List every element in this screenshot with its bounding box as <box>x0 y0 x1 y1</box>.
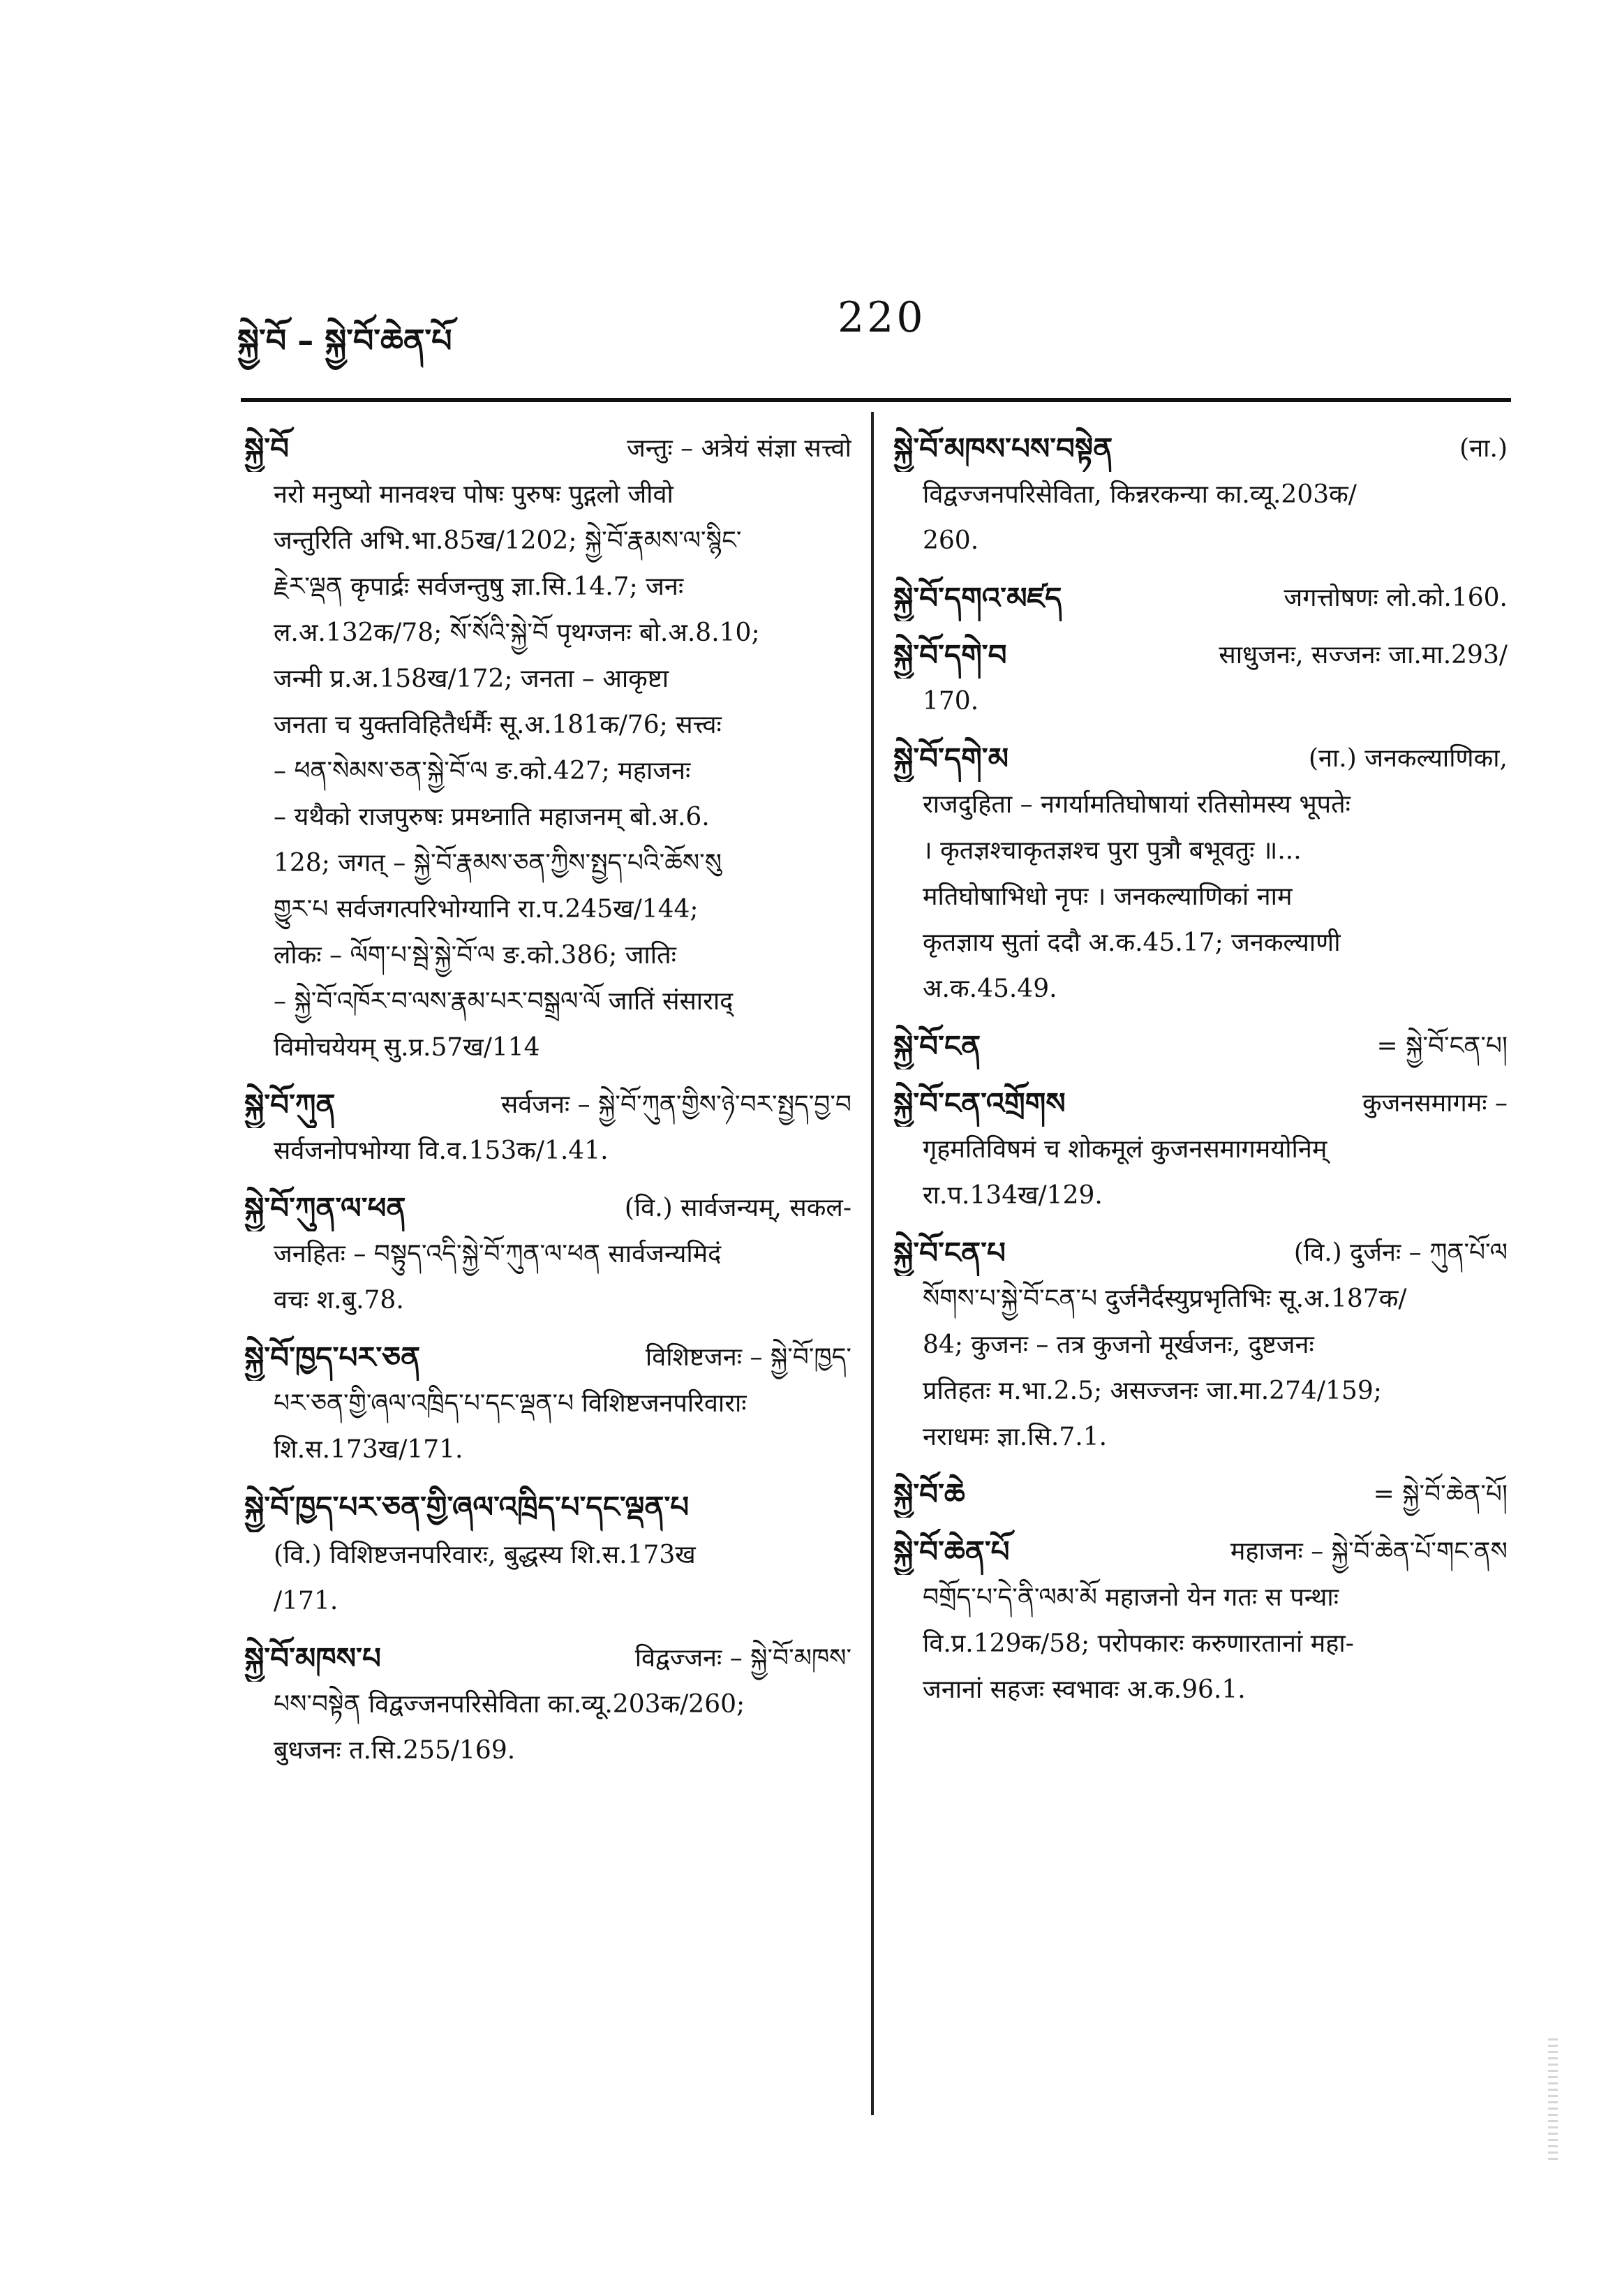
entry-text: /171. <box>274 1587 338 1615</box>
entry-text: सर्वजनः – སྐྱེ་བོ་ཀུན་གྱིས་ཉེ་བར་སྤྱད་བྱ་བ <box>500 1090 851 1119</box>
entry-text: महाजनः – སྐྱེ་བོ་ཆེན་པོ་གང་ནས <box>1230 1537 1508 1566</box>
entry-text: (वि.) विशिष्टजनपरिवारः, बुद्धस्य शि.स.173ख <box>274 1541 696 1569</box>
entry-line <box>244 748 851 794</box>
entry-text: विमोचयेयम् सु.प्र.57ख/114 <box>274 1033 540 1062</box>
entry-head-line <box>893 426 1508 472</box>
dictionary-entry <box>244 1484 851 1624</box>
entry-text: 84; कुजनः – तत्र कुजनो मूर्खजनः, दुष्टजनः <box>923 1331 1314 1359</box>
running-head <box>237 293 1494 370</box>
entry-text: – སྐྱེ་བོ་འཁོར་བ་ལས་རྣམ་པར་བསྒྲལ་ལོ जातिं संसाराद् <box>274 987 734 1016</box>
entry-line <box>893 920 1508 966</box>
entry-head-line <box>893 1529 1508 1575</box>
entry-line <box>244 840 851 887</box>
entry-head-line <box>244 1636 851 1682</box>
headword: སྐྱེ་བོ་ཆེ <box>893 1477 965 1511</box>
entry-text: = སྐྱེ་བོ་ངན་པ། <box>1376 1032 1508 1060</box>
entry-line <box>244 564 851 610</box>
headword: སྐྱེ་བོ་ངན <box>893 1029 981 1063</box>
entry-text: བགྲོད་པ་དེ་ནི་ལམ་མོ महाजनो येन गतः स पन्थाः <box>923 1583 1339 1612</box>
scan-edge-speckle <box>1548 2038 1558 2164</box>
entry-head-line <box>244 426 851 472</box>
entry-line <box>244 1728 851 1774</box>
entry-head-line <box>893 1081 1508 1127</box>
entry-text: པས་བསྟེན विद्वज्जनपरिसेविता का.व्यू.203क/260; <box>274 1690 745 1719</box>
entry-text: 260. <box>923 526 979 555</box>
entry-line <box>893 782 1508 828</box>
left-column <box>244 426 851 1785</box>
entry-text: विद्वज्जनः – སྐྱེ་བོ་མཁས་ <box>634 1644 851 1673</box>
entry-line <box>244 1578 851 1624</box>
entry-text: लोकः – ལོག་པ་སྦེ་སྐྱེ་བོ་ལ ङ.को.386; जातिः <box>274 941 676 970</box>
entry-line <box>893 518 1508 564</box>
entry-line <box>244 656 851 702</box>
entry-line <box>244 1427 851 1473</box>
entry-line <box>893 472 1508 518</box>
entry-line <box>893 1368 1508 1414</box>
headword: སྐྱེ་བོ་ཀུན་ལ་ཕན <box>244 1191 406 1225</box>
entry-line <box>244 1277 851 1324</box>
entry-head-line <box>893 1023 1508 1069</box>
top-rule <box>241 398 1511 402</box>
headword: སྐྱེ་བོ་མཁས་པས་བསྟེན <box>893 431 1113 466</box>
dictionary-entry <box>893 575 1508 621</box>
entry-text: विशिष्टजनः – སྐྱེ་བོ་ཁྱད་ <box>645 1343 851 1372</box>
dictionary-entry <box>244 426 851 1071</box>
entry-text: जनहितः – བསྟུད་འདི་སྐྱེ་བོ་ཀུན་ལ་ཕན सार्वजन्यमिदं <box>274 1240 722 1268</box>
entry-text: (वि.) सार्वजन्यम्, सकल- <box>624 1194 851 1222</box>
entry-text: (ना.) <box>1459 434 1508 463</box>
entry-head-line <box>244 1484 851 1532</box>
headword: སྐྱེ་བོ་ཁྱད་པར་ཅན <box>244 1340 421 1375</box>
entry-line <box>244 979 851 1025</box>
entry-line <box>244 887 851 933</box>
dictionary-entry <box>893 1529 1508 1713</box>
headword: སྐྱེ་བོ <box>244 431 290 466</box>
entry-text: प्रतिहतः म.भा.2.5; असज्जनः जा.मा.274/159; <box>923 1377 1382 1405</box>
entry-text: मतिघोषाभिधो नृपः । जनकल्याणिकां नाम <box>923 882 1293 911</box>
entry-text: सर्वजनोपभोग्या वि.व.153क/1.41. <box>274 1136 609 1165</box>
entry-head-line <box>893 1230 1508 1276</box>
entry-text: विद्वज्जनपरिसेविता, किन्नरकन्या का.व्यू.203क/ <box>923 480 1357 509</box>
entry-line <box>893 1667 1508 1713</box>
headword: སྐྱེ་བོ་དགེ་བ <box>893 638 1007 672</box>
entry-text: གྱུར་པ सर्वजगत्परिभोग्यानि रा.प.245ख/144; <box>274 895 699 924</box>
entry-line <box>244 1532 851 1578</box>
entry-line <box>893 1127 1508 1173</box>
entry-text: गृहमतिविषमं च शोकमूलं कुजनसमागमयोनिम् <box>923 1135 1327 1164</box>
entry-text: རྗེར་ལྡན कृपार्द्रः सर्वजन्तुषु ज्ञा.सि.14.7; जनः <box>274 572 684 601</box>
headword: སྐྱེ་བོ་ཆེན་པོ <box>893 1534 1010 1569</box>
entry-line <box>893 966 1508 1012</box>
entry-text: साधुजनः, सज्जनः जा.मा.293/ <box>1219 641 1508 669</box>
entry-text: जन्मी प्र.अ.158ख/172; जनता – आकृष्टा <box>274 665 669 693</box>
running-head-left: སྐྱེ་བོ – སྐྱེ་བོ་ཆེན་པོ <box>237 322 452 360</box>
entry-line <box>893 874 1508 920</box>
headword: སྐྱེ་བོ་དགའ་མཛད <box>893 581 1062 615</box>
entry-line <box>244 1682 851 1728</box>
dictionary-entry <box>244 1335 851 1473</box>
entry-head-line <box>244 1185 851 1231</box>
entry-head-line <box>244 1335 851 1381</box>
entry-line <box>244 610 851 656</box>
entry-line <box>244 1381 851 1427</box>
entry-line <box>244 518 851 564</box>
entry-head-line <box>893 632 1508 679</box>
entry-text: वचः श.बु.78. <box>274 1286 404 1314</box>
entry-text: कुजनसमागमः – <box>1362 1089 1508 1118</box>
entry-text: (ना.) जनकल्याणिका, <box>1308 744 1508 773</box>
entry-text: जन्तुरिति अभि.भा.85ख/1202; སྐྱེ་བོ་རྣམས་ལ་སྙིང་ <box>274 526 742 555</box>
dictionary-entry <box>893 1081 1508 1219</box>
entry-text: སོགས་པ་སྐྱེ་བོ་ངན་པ दुर्जनैर्दस्युप्रभृतिभिः सू.अ.187क/ <box>923 1284 1407 1313</box>
entry-line <box>893 1414 1508 1460</box>
entry-text: ल.अ.132क/78; སོ་སོའི་སྐྱེ་བོ पृथग्जनः बो.अ.8.10; <box>274 619 760 647</box>
entry-text: 170. <box>923 687 979 716</box>
entry-text: པར་ཅན་གྱི་ཞལ་འཁྲིད་པ་དང་ལྡན་པ विशिष्टजनपरिवाराः <box>274 1389 747 1418</box>
column-divider <box>871 412 874 2115</box>
entry-text: जन्तुः – अत्रेयं संज्ञा सत्त्वो <box>627 434 851 463</box>
entry-line <box>893 828 1508 874</box>
entry-text: – यथैको राजपुरुषः प्रमथ्नाति महाजनम् बो.अ.6. <box>274 803 710 831</box>
entry-text: राजदुहिता – नगर्यामतिघोषायां रतिसोमस्य भूपतेः <box>923 790 1351 819</box>
entry-head-line <box>244 1082 851 1128</box>
entry-head-line <box>893 1472 1508 1518</box>
entry-line <box>893 1322 1508 1368</box>
dictionary-entry <box>244 1185 851 1324</box>
dictionary-entry <box>244 1082 851 1174</box>
headword: སྐྱེ་བོ་མཁས་པ <box>244 1641 381 1675</box>
headword: སྐྱེ་བོ་ཀུན <box>244 1088 336 1122</box>
dictionary-entry <box>244 1636 851 1774</box>
entry-line <box>893 1173 1508 1219</box>
entry-text: 128; जगत् – སྐྱེ་བོ་རྣམས་ཅན་ཀྱིས་སྤྱད་པའི་ཆོས་སུ <box>274 849 722 877</box>
entry-line <box>893 679 1508 725</box>
entry-text: शि.स.173ख/171. <box>274 1435 463 1464</box>
entry-text: जगत्तोषणः लो.को.160. <box>1284 584 1508 612</box>
headword: སྐྱེ་བོ་དགེ་མ <box>893 741 1009 776</box>
dictionary-entry <box>893 736 1508 1012</box>
entry-text: जनता च युक्तविहितैर्धर्मैः सू.अ.181क/76; सत्त्वः <box>274 711 722 739</box>
entry-line <box>893 1276 1508 1322</box>
entry-text: जनानां सहजः स्वभावः अ.क.96.1. <box>923 1675 1246 1704</box>
headword: སྐྱེ་བོ་ངན་འགྲོགས <box>893 1086 1066 1120</box>
entry-line <box>893 1621 1508 1667</box>
entry-line <box>244 1128 851 1174</box>
right-column <box>893 426 1508 1724</box>
dictionary-entry <box>893 632 1508 725</box>
entry-text: वि.प्र.129क/58; परोपकारः करुणारतानां महा- <box>923 1629 1354 1658</box>
entry-text: अ.क.45.49. <box>923 975 1057 1003</box>
entry-line <box>244 794 851 840</box>
entry-text: । कृतज्ञश्चाकृतज्ञश्च पुरा पुत्रौ बभूवतुः ॥... <box>923 836 1302 865</box>
entry-text: – ཕན་སེམས་ཅན་སྐྱེ་བོ་ལ ङ.को.427; महाजनः <box>274 757 691 785</box>
entry-text: = སྐྱེ་བོ་ཆེན་པོ། <box>1373 1480 1508 1509</box>
entry-text: नरो मनुष्यो मानवश्च पोषः पुरुषः पुद्गलो जीवो <box>274 480 674 509</box>
entry-head-line <box>893 575 1508 621</box>
entry-text: बुधजनः त.सि.255/169. <box>274 1736 516 1765</box>
entry-line <box>244 1025 851 1071</box>
entry-text: रा.प.134ख/129. <box>923 1181 1103 1210</box>
entry-text: नराधमः ज्ञा.सि.7.1. <box>923 1423 1108 1451</box>
headword: སྐྱེ་བོ་ཁྱད་པར་ཅན་གྱི་ཞལ་འཁྲིད་པ་དང་ལྡན་པ <box>244 1490 690 1524</box>
dictionary-entry <box>893 1230 1508 1460</box>
entry-text: कृतज्ञाय सुतां ददौ अ.क.45.17; जनकल्याणी <box>923 928 1341 957</box>
dictionary-entry <box>893 426 1508 564</box>
dictionary-entry <box>893 1023 1508 1069</box>
entry-line <box>893 1575 1508 1621</box>
entry-line <box>244 702 851 748</box>
dictionary-entry <box>893 1472 1508 1518</box>
page-number: 220 <box>838 293 926 342</box>
entry-text: (वि.) दुर्जनः – ཀུན་པོ་ལ <box>1293 1238 1508 1267</box>
entry-head-line <box>893 736 1508 782</box>
entry-line <box>244 1231 851 1277</box>
entry-line <box>244 933 851 979</box>
entry-line <box>244 472 851 518</box>
headword: སྐྱེ་བོ་ངན་པ <box>893 1236 1006 1270</box>
